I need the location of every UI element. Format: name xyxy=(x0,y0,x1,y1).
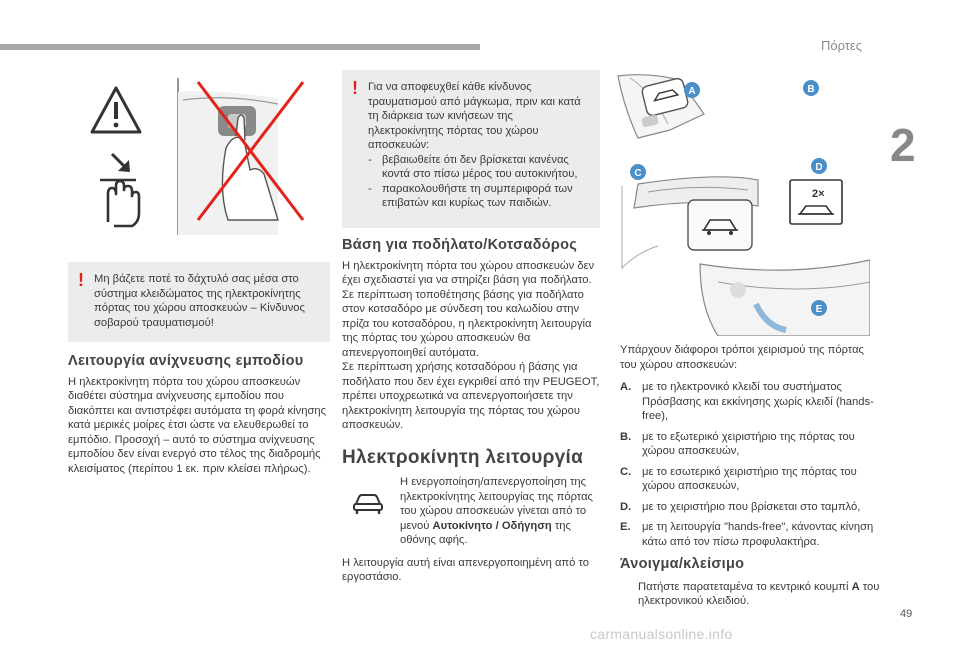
methods-intro: Υπάρχουν διάφοροι τρόποι χειρισμού της πόρτας του χώρου αποσκευών: xyxy=(620,344,864,371)
menu-path: Αυτοκίνητο / Οδήγηση xyxy=(432,519,552,532)
activation-block xyxy=(342,475,600,548)
bike-rack-body-1: Η ηλεκτροκίνητη πόρτα του χώρου αποσκευών δεν έχει σχεδιαστεί για να στηρίζει βάση για ποδήλατο. xyxy=(342,259,595,286)
car-settings-icon xyxy=(350,487,386,517)
exclamation-icon: ! xyxy=(352,78,358,98)
header-rule xyxy=(0,44,480,50)
step-bullet-icon xyxy=(620,580,638,609)
rear-bumper-photo xyxy=(700,260,870,336)
callout-c xyxy=(630,164,646,180)
hand-press-icon xyxy=(100,180,139,226)
middle-column xyxy=(342,70,600,585)
section-title: Πόρτες xyxy=(820,38,862,53)
callout-e xyxy=(811,300,827,316)
page-number: 49 xyxy=(900,608,913,620)
callout-d xyxy=(811,158,827,174)
warning-box-pinch xyxy=(342,70,600,228)
list-item: - παρακολουθήστε τη συμπεριφορά των επιβατών και κυρίως των παιδιών. xyxy=(368,182,573,209)
factory-default-text: Η λειτουργία αυτή είναι απενεργοποιημένη από το εργοστάσιο. xyxy=(342,556,589,583)
list-item: B. με το εξωτερικό χειριστήριο της πόρτας του χώρου αποσκευών, xyxy=(620,430,855,457)
trunk-lock-photo xyxy=(178,78,303,235)
bike-rack-body-2: Σε περίπτωση τοποθέτησης βάσης για ποδήλατο στον κοτσαδόρο με σύνδεση του καλωδίου στην πρίζα του κοτσαδόρου, η ηλεκτροκίνητη λειτουργία της πόρτας του χώρου αποσκευών θα απενεργοποιηθεί αυτόματα. xyxy=(342,288,592,359)
exclamation-icon: ! xyxy=(78,270,84,290)
watermark: carmanualsonline.info xyxy=(590,626,733,642)
callout-a xyxy=(684,82,700,98)
pinch-warning-intro: Για να αποφευχθεί κάθε κίνδυνος τραυματισμού από μάγκωμα, πριν και κατά τη διάρκεια των κινήσεων της ηλεκτροκίνητης πόρτας του χώρου αποσκευών: xyxy=(368,81,581,151)
obstacle-detection-body: Η ηλεκτροκίνητη πόρτα του χώρου αποσκευών διαθέτει σύστημα ανίχνευσης εμποδίου που διακόπτει και αντιστρέφει αυτόματα τη φορά κίνησης κατά μερικές μοίρες έτσι ώστε να ελευθερωθεί το εμπόδιο. Προσοχή – αυτό το σύστημα ανίχνευσης εμποδίου δεν είναι ενεργό στο τέλος της διαδρομής κλεισίματος (περίπου 1 εκ. πριν κλείσει πλήρως). xyxy=(68,375,326,475)
svg-text:A: A xyxy=(688,86,696,97)
warning-triangle-icon xyxy=(92,88,140,132)
dashboard-button-photo xyxy=(790,180,842,224)
svg-text:C: C xyxy=(634,168,642,179)
bike-rack-body-3: Σε περίπτωση χρήσης κοτσαδόρου ή βάσης για ποδήλατο που δεν έχει εγκριθεί από την PEUGEOT, πρέπει υποχρεωτικά να απενεργοποιήσετε την ηλεκτροκίνητη λειτουργία της πόρτας του χώρου αποσκευών. xyxy=(342,361,600,431)
svg-text:E: E xyxy=(815,304,823,315)
right-column xyxy=(620,343,882,609)
dashboard-2x-label: 2× xyxy=(812,188,825,200)
methods-list xyxy=(620,380,882,549)
warning-text: Μη βάζετε ποτέ το δάχτυλό σας μέσα στο σύστημα κλειδώματος της ηλεκτροκίνητης πόρτας του χώρου αποσκευών – Κίνδυνος σοβαρού τραυματισμού! xyxy=(94,273,305,329)
svg-text:B: B xyxy=(807,84,815,95)
list-item: - βεβαιωθείτε ότι δεν βρίσκεται κανένας κοντά στο πίσω μέρος του αυτοκινήτου, xyxy=(368,153,578,180)
list-item: A. με το ηλεκτρονικό κλειδί του συστήματος Πρόσβασης και εκκίνησης χωρίς κλειδί (hands-free), xyxy=(620,381,874,422)
open-close-step xyxy=(620,580,882,609)
left-column xyxy=(68,262,330,476)
open-close-text: Πατήστε παρατεταμένα το κεντρικό κουμπί A του ηλεκτρονικού κλειδιού. xyxy=(638,580,880,607)
svg-text:D: D xyxy=(815,162,823,173)
chapter-number: 2 xyxy=(890,119,916,171)
list-item: C. με το εσωτερικό χειριστήριο της πόρτας του χώρου αποσκευών, xyxy=(620,465,857,492)
tailgate-controls-illustration xyxy=(608,68,870,336)
down-arrow-icon xyxy=(112,154,130,172)
activation-text: Η ενεργοποίηση/απενεργοποίηση της ηλεκτροκίνητης λειτουργίας της πόρτας του χώρου αποσκευών γίνεται από το μενού Αυτοκίνητο / Οδήγηση της οθόνης αφής. xyxy=(400,476,593,546)
bike-rack-heading: Βάση για ποδήλατο/Κοτσαδόρος xyxy=(342,237,578,253)
warning-box-finger xyxy=(68,262,330,342)
callout-b xyxy=(803,80,819,96)
open-close-heading: Άνοιγμα/κλείσιμο xyxy=(620,556,745,572)
finger-warning-illustration xyxy=(78,70,318,235)
electric-function-heading: Ηλεκτροκίνητη λειτουργία xyxy=(342,446,584,468)
pinch-warning-list xyxy=(368,153,588,211)
obstacle-detection-heading: Λειτουργία ανίχνευσης εμποδίου xyxy=(68,353,304,369)
list-item: D. με το χειριστήριο που βρίσκεται στο ταμπλό, xyxy=(620,500,861,513)
list-item: E. με τη λειτουργία "hands-free", κάνοντας κίνηση κάτω από τον πίσω προφυλακτήρα. xyxy=(620,521,874,548)
